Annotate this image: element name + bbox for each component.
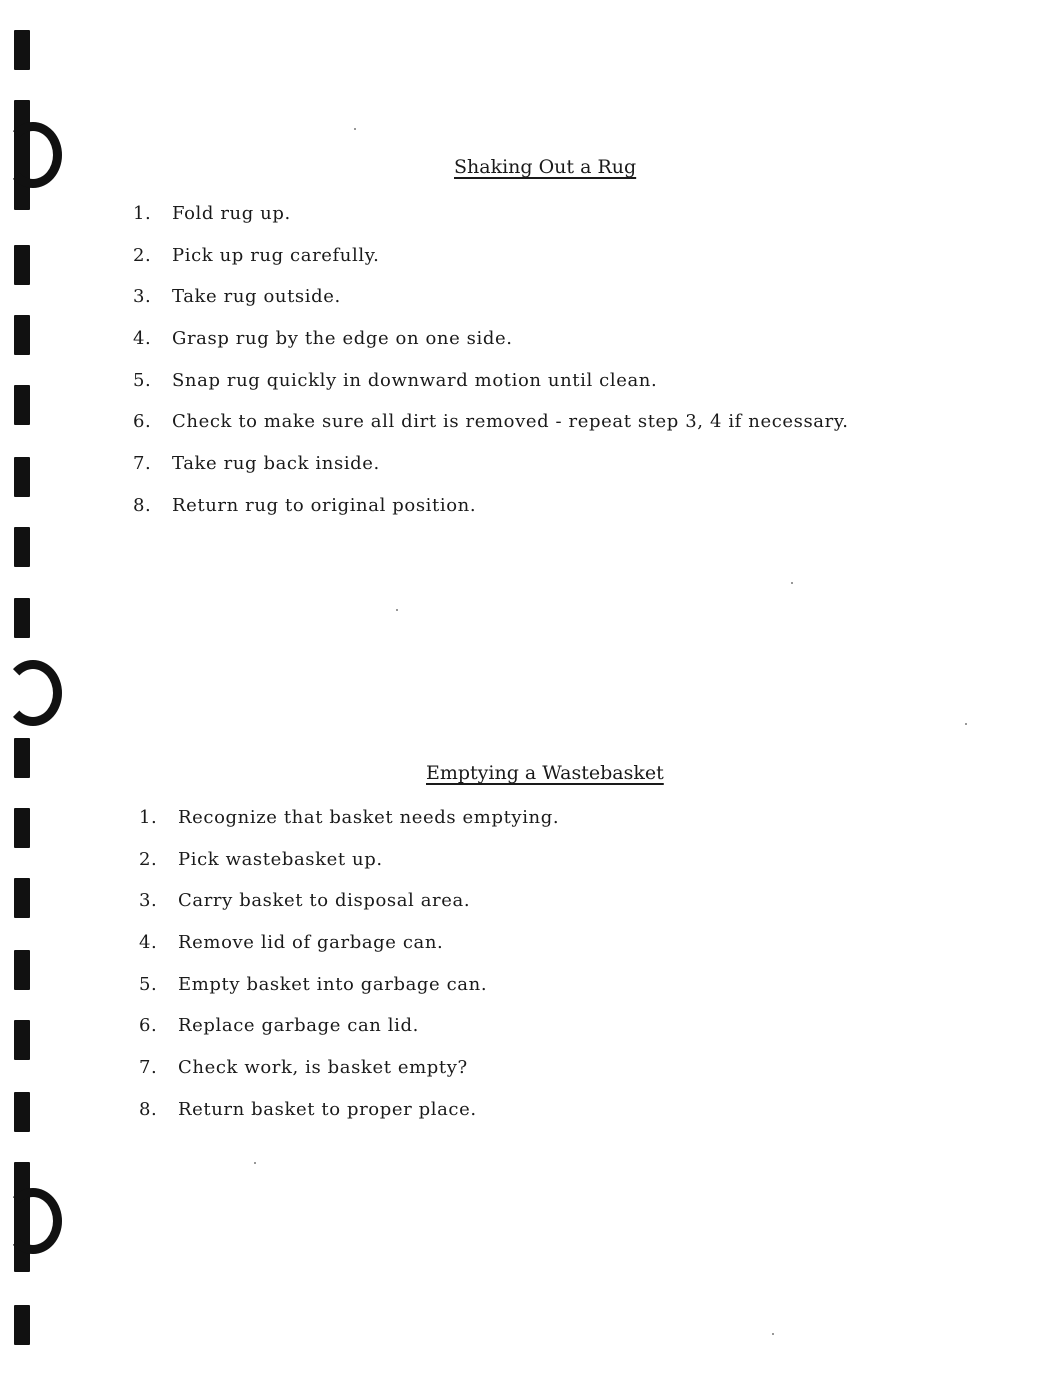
step-number: 5. [133, 369, 152, 391]
binding-mark [14, 878, 30, 918]
binding-mark [14, 598, 30, 638]
step-number: 5. [139, 973, 158, 995]
step-text: Carry basket to disposal area. [178, 890, 471, 912]
binding-mark [14, 30, 30, 70]
step-number: 1. [139, 807, 158, 828]
binding-mark [14, 1092, 30, 1132]
scan-speck [354, 128, 356, 130]
step-number: 8. [133, 494, 152, 516]
step-text: Take rug outside. [172, 286, 341, 308]
section-title: Emptying a Wastebasket [426, 762, 664, 784]
step-text: Check work, is basket empty? [178, 1057, 468, 1079]
step-text: Remove lid of garbage can. [178, 932, 444, 954]
scan-speck [965, 723, 967, 725]
step-text: Return rug to original position. [172, 494, 477, 516]
step-number: 6. [133, 411, 152, 433]
scan-speck [396, 609, 398, 611]
step-number: 4. [133, 328, 152, 350]
binding-edge [0, 0, 70, 1380]
step-text: Replace garbage can lid. [178, 1015, 419, 1037]
step-text: Empty basket into garbage can. [178, 973, 488, 995]
binding-mark [14, 457, 30, 497]
step-number: 1. [133, 203, 152, 224]
scan-speck [791, 582, 793, 584]
binding-mark [14, 738, 30, 778]
step-text: Take rug back inside. [172, 453, 380, 475]
step-text: Pick wastebasket up. [178, 848, 383, 870]
binding-mark [14, 1305, 30, 1345]
step-number: 4. [139, 932, 158, 954]
binding-mark [14, 245, 30, 285]
punch-hole-icon [4, 660, 62, 726]
step-number: 3. [133, 286, 152, 308]
binding-mark [14, 808, 30, 848]
scan-speck [254, 1162, 256, 1164]
punch-hole-icon [4, 1188, 62, 1254]
binding-mark [14, 1020, 30, 1060]
binding-mark [14, 315, 30, 355]
step-text: Recognize that basket needs emptying. [178, 807, 560, 828]
step-number: 7. [139, 1057, 158, 1079]
step-text: Fold rug up. [172, 203, 291, 224]
binding-mark [14, 385, 30, 425]
step-text: Grasp rug by the edge on one side. [172, 328, 513, 350]
step-text: Check to make sure all dirt is removed - repeat step 3, 4 if necessary. [172, 411, 849, 433]
step-text: Snap rug quickly in downward motion until clean. [172, 369, 658, 391]
step-number: 7. [133, 453, 152, 475]
step-number: 2. [139, 848, 158, 870]
section-title: Shaking Out a Rug [454, 156, 637, 178]
step-number: 2. [133, 244, 152, 266]
step-text: Return basket to proper place. [178, 1098, 477, 1120]
step-number: 8. [139, 1098, 158, 1120]
step-number: 6. [139, 1015, 158, 1037]
binding-mark [14, 527, 30, 567]
punch-hole-icon [4, 122, 62, 188]
scan-speck [772, 1333, 774, 1335]
step-number: 3. [139, 890, 158, 912]
step-text: Pick up rug carefully. [172, 244, 380, 266]
binding-mark [14, 950, 30, 990]
